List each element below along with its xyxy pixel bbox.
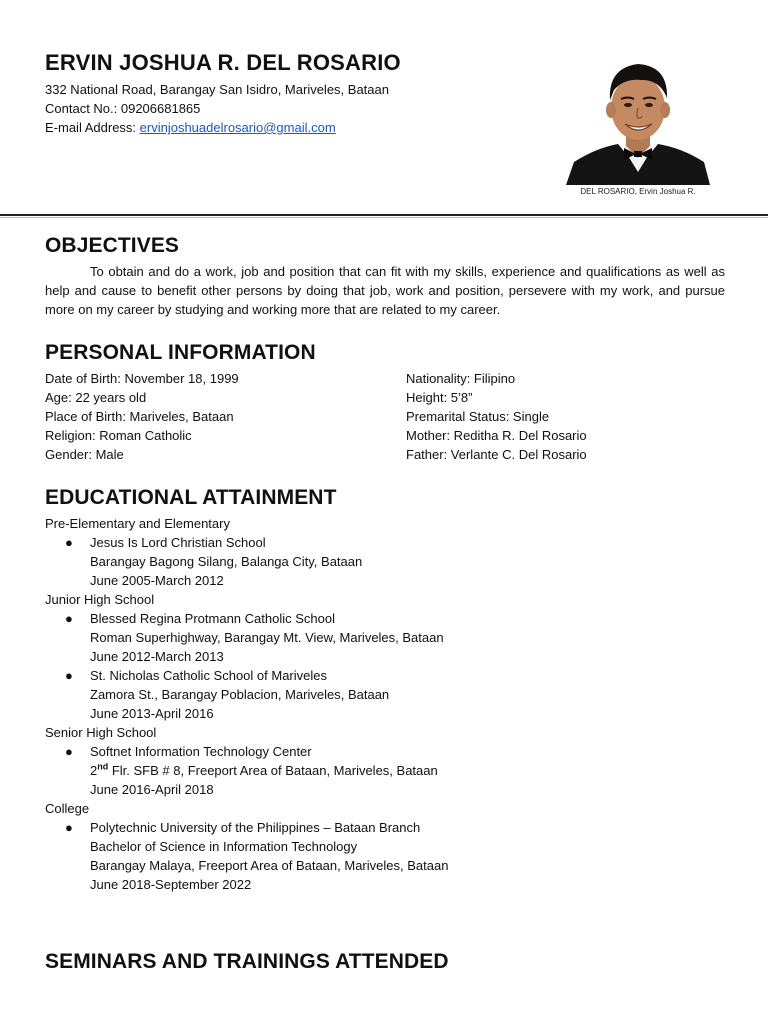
school-address: Barangay Bagong Silang, Balanga City, Bataan	[90, 554, 363, 569]
school-address: Roman Superhighway, Barangay Mt. View, Mariveles, Bataan	[90, 630, 444, 645]
applicant-photo	[566, 50, 710, 185]
height: Height: 5’8”	[406, 390, 473, 405]
floor-number: 2	[90, 763, 98, 778]
seminars-heading: SEMINARS AND TRAININGS ATTENDED	[45, 950, 449, 973]
header-divider	[0, 214, 768, 216]
school-name: Softnet Information Technology Center	[90, 744, 312, 759]
personal-info-heading: PERSONAL INFORMATION	[45, 341, 316, 364]
level-senior-high: Senior High School	[45, 725, 157, 740]
school-name: St. Nicholas Catholic School of Mariveles	[90, 668, 327, 683]
mother: Mother: Reditha R. Del Rosario	[406, 428, 587, 443]
applicant-name: ERVIN JOSHUA R. DEL ROSARIO	[45, 50, 401, 75]
school-dates: June 2005-March 2012	[90, 573, 224, 588]
school-name: Blessed Regina Protmann Catholic School	[90, 611, 335, 626]
bullet-icon: ●	[65, 668, 73, 683]
contact-block	[45, 80, 389, 137]
date-of-birth: Date of Birth: November 18, 1999	[45, 371, 239, 386]
contact-number-line: Contact No.: 09206681865	[45, 101, 201, 116]
school-entry	[45, 818, 448, 894]
personal-info-left	[45, 369, 239, 464]
school-address: Zamora St., Barangay Poblacion, Mariveles, Bataan	[90, 687, 390, 702]
bullet-icon: ●	[65, 820, 73, 835]
objectives-body: To obtain and do a work, job and position that can fit with my skills, experience and qualifications as well as help and cause to benefit other persons by doing that job, work and position, persevere with my work, and pursue more on my career by studying and working more that are related to my career.	[45, 264, 725, 317]
objectives-text	[45, 262, 725, 319]
bullet-icon: ●	[65, 611, 73, 626]
email-label: E-mail Address:	[45, 120, 140, 135]
address-line: 332 National Road, Barangay San Isidro, Mariveles, Bataan	[45, 82, 389, 97]
school-dates: June 2018-September 2022	[90, 877, 252, 892]
place-of-birth: Place of Birth: Mariveles, Bataan	[45, 409, 234, 424]
school-name: Polytechnic University of the Philippines – Bataan Branch	[90, 820, 421, 835]
religion: Religion: Roman Catholic	[45, 428, 192, 443]
bullet-icon: ●	[65, 535, 73, 550]
school-entry	[45, 609, 448, 666]
school-dates: June 2016-April 2018	[90, 782, 214, 797]
school-name: Jesus Is Lord Christian School	[90, 535, 266, 550]
personal-info-right	[406, 369, 587, 464]
gender: Gender: Male	[45, 447, 124, 462]
school-entry	[45, 742, 448, 799]
school-degree: Bachelor of Science in Information Technology	[90, 839, 358, 854]
bullet-icon: ●	[65, 744, 73, 759]
education-heading: EDUCATIONAL ATTAINMENT	[45, 486, 337, 509]
school-entry	[45, 666, 448, 723]
education-list	[45, 514, 448, 894]
premarital-status: Premarital Status: Single	[406, 409, 550, 424]
level-elementary: Pre-Elementary and Elementary	[45, 516, 230, 531]
age: Age: 22 years old	[45, 390, 147, 405]
school-address	[90, 761, 448, 780]
school-dates: June 2012-March 2013	[90, 649, 224, 664]
objectives-heading: OBJECTIVES	[45, 234, 180, 257]
level-college: College	[45, 801, 90, 816]
school-address: Barangay Malaya, Freeport Area of Bataan, Mariveles, Bataan	[90, 858, 449, 873]
father: Father: Verlante C. Del Rosario	[406, 447, 587, 462]
level-junior-high: Junior High School	[45, 592, 155, 607]
photo-caption: DEL ROSARIO, Ervin Joshua R.	[580, 187, 696, 196]
school-dates: June 2013-April 2016	[90, 706, 214, 721]
floor-suffix: nd	[97, 761, 109, 772]
school-entry	[45, 533, 448, 590]
school-address-rest: Flr. SFB # 8, Freeport Area of Bataan, Mariveles, Bataan	[108, 763, 438, 778]
email-link[interactable]: ervinjoshuadelrosario@gmail.com	[139, 120, 336, 135]
email-line	[45, 118, 389, 137]
nationality: Nationality: Filipino	[406, 371, 516, 386]
